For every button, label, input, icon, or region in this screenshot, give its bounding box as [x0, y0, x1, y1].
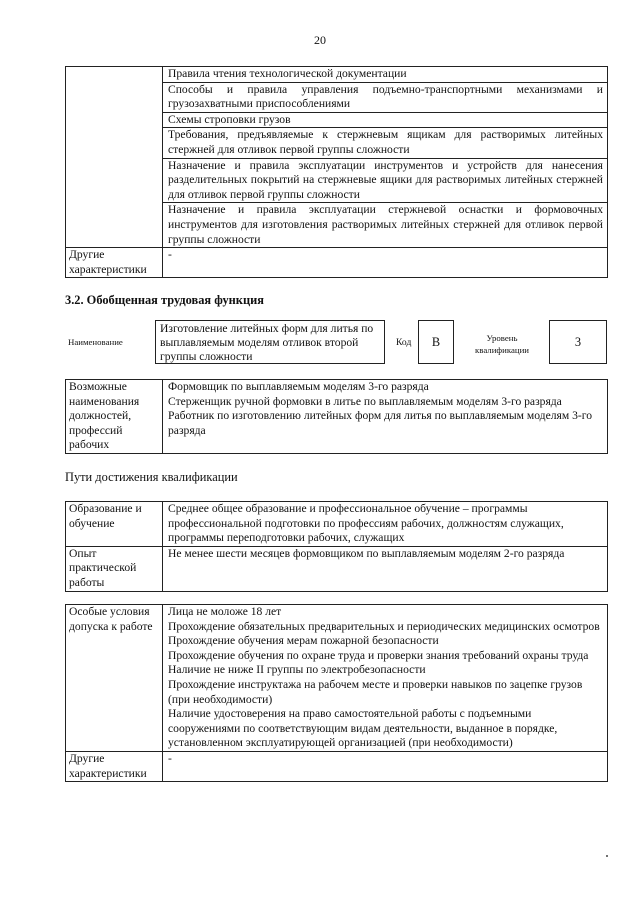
position-item: Стерженщик ручной формовки в литье по выплавляемым моделям 3-го разряда	[168, 394, 562, 408]
education-label: Образование и обучение	[66, 502, 163, 547]
scan-speck	[606, 855, 608, 857]
knowledge-item: Требования, предъявляемые к стержневым ящикам для растворимых литейных стержней для отливок первой группы сложности	[163, 128, 608, 158]
condition-item: Прохождение обучения мерам пожарной безопасности	[168, 634, 439, 648]
knowledge-table	[65, 66, 608, 278]
position-item: Формовщик по выплавляемым моделям 3-го разряда	[168, 380, 429, 393]
other-characteristics-label: Другие характеристики	[66, 751, 163, 781]
condition-item: Лица не моложе 18 лет	[168, 605, 282, 618]
name-label: Наименование	[68, 337, 123, 347]
knowledge-item: Назначение и правила эксплуатации инструментов и устройств для нанесения разделительных покрытий на стержневые ящики для растворимых литейных стержней для отливок первой группы сложности	[163, 158, 608, 203]
table-row	[66, 502, 608, 547]
qualification-level-box: 3	[549, 320, 607, 364]
positions-values	[163, 380, 608, 454]
positions-label: Возможные наименования должностей, профессий рабочих	[66, 380, 163, 454]
qualification-level-label: Уровень квалификации	[475, 333, 529, 355]
table-row	[66, 605, 608, 752]
function-name-box: Изготовление литейных форм для литья по выплавляемым моделям отливок второй группы сложности	[155, 320, 385, 364]
code-label: Код	[396, 337, 412, 348]
table-row	[66, 380, 608, 454]
knowledge-item: Назначение и правила эксплуатации стержневой оснастки и формовочных инструментов для изготовления растворимых литейных стержней для отливок первой группы сложности	[163, 203, 608, 248]
experience-label: Опыт практической работы	[66, 546, 163, 591]
condition-item: Наличие удостоверения на право самостоятельной работы с подъемными сооружениями по соответствующим видам деятельности, выданное в порядке, установленном эксплуатирующей организацией (при необходимости)	[168, 707, 558, 750]
conditions-values	[163, 605, 608, 752]
condition-item: Прохождение обязательных предварительных и периодических медицинских осмотров	[168, 619, 600, 633]
section-heading: 3.2. Обобщенная трудовая функция	[65, 293, 264, 307]
condition-item: Прохождение инструктажа на рабочем месте и проверки навыков по зацепке грузов (при необходимости)	[168, 677, 583, 706]
empty-cell	[66, 67, 163, 248]
code-box: B	[418, 320, 454, 364]
condition-item: Прохождение обучения по охране труда и проверки знания требований охраны труда	[168, 648, 589, 662]
knowledge-item: Способы и правила управления подъемно-транспортными механизмами и грузозахватными приспособлениями	[163, 82, 608, 112]
positions-table	[65, 379, 608, 454]
knowledge-item: Правила чтения технологической документации	[163, 67, 608, 83]
condition-item: Наличие не ниже II группы по электробезопасности	[168, 663, 426, 677]
table-row	[66, 751, 608, 781]
experience-value: Не менее шести месяцев формовщиком по выплавляемым моделям 2-го разряда	[163, 546, 608, 591]
table-row	[66, 67, 608, 83]
table-row	[66, 546, 608, 591]
position-item: Работник по изготовлению литейных форм для литья по выплавляемым моделям 3-го разряда	[168, 409, 592, 437]
paths-heading: Пути достижения квалификации	[65, 470, 238, 484]
page-number: 20	[314, 33, 326, 47]
conditions-label: Особые условия допуска к работе	[66, 605, 163, 752]
other-characteristics-label: Другие характеристики	[66, 248, 163, 278]
knowledge-item: Схемы строповки грузов	[163, 112, 608, 128]
other-characteristics-value: -	[163, 248, 608, 278]
conditions-table	[65, 604, 608, 782]
education-value: Среднее общее образование и профессиональное обучение – программы профессиональной подготовки по профессиям рабочих, должностям служащих, программы переподготовки рабочих, служащих	[163, 502, 608, 547]
other-characteristics-value: -	[163, 751, 608, 781]
education-table	[65, 501, 608, 592]
table-row	[66, 248, 608, 278]
